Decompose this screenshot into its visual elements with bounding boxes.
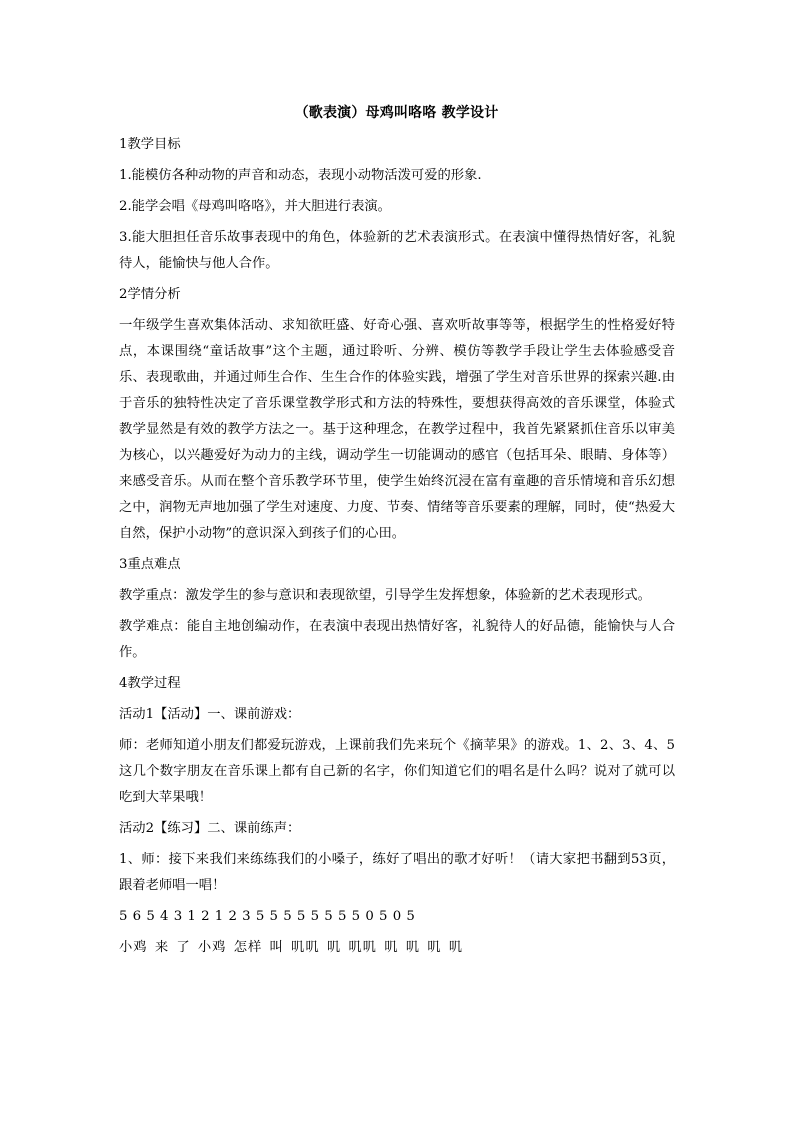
paragraph-difficulty: 教学难点：能自主地创编动作，在表演中表现出热情好客，礼貌待人的好品德，能愉快与人合作。 <box>119 619 675 660</box>
section-heading-process: 4教学过程 <box>119 676 181 691</box>
activity-1-text: 师：老师知道小朋友们都爱玩游戏，上课前我们先来玩个《摘苹果》的游戏。1、2、3、4、5这几个数字朋友在音乐课上都有自己新的名字，你们知道它们的唱名是什么吗？说对了就可以吃到大苹果哦！ <box>119 738 675 805</box>
document-body <box>119 132 675 961</box>
document-title: （歌表演）母鸡叫咯咯 教学设计 <box>294 105 499 121</box>
paragraph-objective-1: 1.能模仿各种动物的声音和动态，表现小动物活泼可爱的形象. <box>119 168 482 183</box>
section-heading-analysis: 2学情分析 <box>119 287 181 302</box>
paragraph-key-point: 教学重点：激发学生的参与意识和表现欲望，引导学生发挥想象，体验新的艺术表现形式。 <box>119 588 651 603</box>
activity-1-heading: 活动1【活动】一、课前游戏： <box>119 707 301 722</box>
activity-2-heading: 活动2【练习】二、课前练声： <box>119 821 301 836</box>
section-heading-key-points: 3重点难点 <box>119 557 181 572</box>
paragraph-analysis: 一年级学生喜欢集体活动、求知欲旺盛、好奇心强、喜欢听故事等等，根据学生的性格爱好特点，本课围绕“童话故事”这个主题，通过聆听、分辨、模仿等教学手段让学生去体验感受音乐、表现歌曲，并通过师生合作、生生合作的体验实践，增强了学生对音乐世界的探索兴趣.由于音乐的独特性决定了音乐课堂教学形式和方法的特殊性，要想获得高效的音乐课堂，体验式教学显然是有效的教学方法之一。基于这种理念，在教学过程中，我首先紧紧抓住音乐以审美为核心，以兴趣爱好为动力的主线，调动学生一切能调动的感官（包括耳朵、眼睛、身体等）来感受音乐。从而在整个音乐教学环节里，使学生始终沉浸在富有童趣的音乐情境和音乐幻想之中，润物无声地加强了学生对速度、力度、节奏、情绪等音乐要素的理解，同时，使“热爱大自然，保护小动物”的意识深入到孩子们的心田。 <box>119 318 675 541</box>
section-heading-objectives: 1教学目标 <box>119 137 181 152</box>
paragraph-objective-3: 3.能大胆担任音乐故事表现中的角色，体验新的艺术表演形式。在表演中懂得热情好客，礼貌待人，能愉快与他人合作。 <box>119 230 675 271</box>
paragraph-objective-2: 2.能学会唱《母鸡叫咯咯》，并大胆进行表演。 <box>119 199 391 214</box>
notation-line: 5 6 5 4 3 1 2 1 2 3 5 5 5 5 5 5 5 5 0 5 0 5 <box>119 909 416 924</box>
activity-2-text: 1、师：接下来我们来练练我们的小嗓子，练好了唱出的歌才好听！（请大家把书翻到53页，跟着老师唱一唱！ <box>119 852 675 893</box>
lyrics-line: 小鸡 来 了 小鸡 怎样 叫 叽叽 叽 叽叽 叽 叽 叽 叽 <box>119 940 464 955</box>
